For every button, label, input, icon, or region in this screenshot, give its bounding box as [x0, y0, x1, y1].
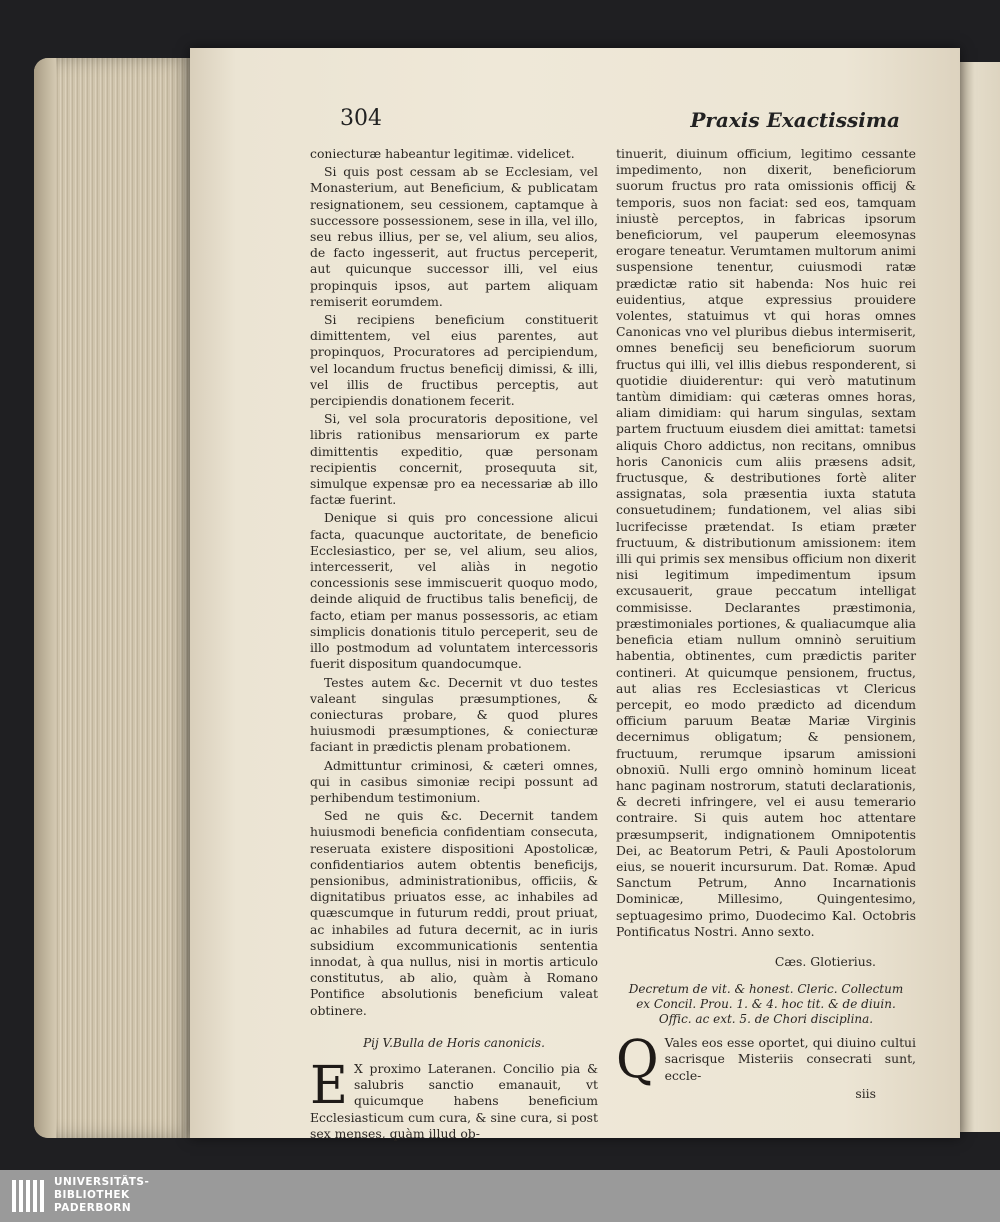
- left-paragraph-5: Denique si quis pro concessione alicui facta, quacunque auctoritate, de beneficio Ecclesiastico, per se, vel alium, seu alios, intercesserit, vel aliàs in negotio concessionis sese immiscuerit quoquo modo, deinde aliquid de fructibus talis beneficij, de facto, etiam per manus possessoris, ac etiam simplicis donationis titulo perceperit, seu de illo postmodum ad voluntatem intercessoris fuerit dispositum quandocumque.: [310, 510, 598, 672]
- decree-heading: Decretum de vit. & honest. Cleric. Collectum ex Concil. Prou. 1. & 4. hoc tit. & de diuin. Offic. ac ext. 5. de Chori disciplina.: [628, 982, 904, 1027]
- left-paragraph-8: Sed ne quis &c. Decernit tandem huiusmodi beneficia confidentiam consecuta, reseruata existere dispositioni Apostolicæ, confidentiarios autem obtentis beneficijs, pensionibus, administrationibus, officiis, & dignitatibus priuatos esse, ac inhabiles ad quæscumque in futurum reddi, prout priuat, ac inhabiles ad futura decernit, ac in iuris subsidium excommunicationis sententia innodat, à qua nullus, nisi in mortis articulo constitutus, ab alio, quàm à Romano Pontifice absolutionis beneficium valeat obtinere.: [310, 808, 598, 1018]
- left-paragraph-6: Testes autem &c. Decernit vt duo testes valeant singulas præsumptiones, & coniecturas probare, & quod plures huiusmodi præsumptiones, & coniecturæ faciant in prædictis plenam probationem.: [310, 674, 598, 755]
- dropcap-letter: Q: [616, 1030, 659, 1091]
- catchword: siis: [855, 1085, 876, 1101]
- left-column: [310, 146, 598, 1144]
- dropcap-paragraph-text: X proximo Lateranen. Concilio pia & salubris sanctio emanauit, vt quicumque habens beneficium Ecclesiasticum cum cura, & sine cura, si post sex menses, quàm illud ob-: [310, 1060, 598, 1141]
- dropcap-letter: E: [310, 1055, 348, 1116]
- dropcap-paragraph-right: [616, 1030, 916, 1091]
- logo-line-3: PADERBORN: [54, 1202, 132, 1214]
- library-logo-text: [54, 1176, 149, 1215]
- logo-line-1: UNIVERSITÄTS-: [54, 1176, 150, 1188]
- left-paragraph-1: coniecturæ habeantur legitimæ. videlicet.: [310, 146, 575, 161]
- logo-line-2: BIBLIOTHEK: [54, 1189, 130, 1201]
- running-title: Praxis Exactissima: [690, 108, 900, 132]
- library-logo-icon: [8, 1176, 48, 1216]
- left-paragraph-4: Si, vel sola procuratoris depositione, vel libris rationibus mensariorum ex parte dimittentis expeditio, quæ personam recipientis concernit, prosequuta sit, simulque expensæ pro ea necessariæ ab illo factæ fuerint.: [310, 411, 598, 508]
- book-page-edges: [34, 58, 194, 1138]
- dropcap-paragraph-left: [310, 1055, 598, 1142]
- library-footer-bar: [0, 1170, 1000, 1222]
- right-column: [616, 146, 916, 1102]
- left-paragraph-2: Si quis post cessam ab se Ecclesiam, vel Monasterium, aut Beneficium, & publicatam resignationem, seu cessionem, captamque à successore possessionem, sese in illa, vel illo, seu rebus illius, per se, vel alium, seu alios, de facto ingesserit, aut fructus perceperit, aut quicunque successor illi, vel eius propinquis ipsos, aut partem aliquam remiserit eorumdem.: [310, 164, 598, 309]
- facing-page-edge: [958, 62, 1000, 1132]
- left-paragraph-3: Si recipiens beneficium constituerit dimittentem, vel eius parentes, aut propinquos, Procuratores ad percipiendum, vel locandum fructus beneficij dimissi, & illi, vel illis de fructibus perceptis, aut percipiendis donationem fecerit.: [310, 312, 598, 409]
- page-header: [340, 106, 900, 138]
- book-page: [190, 48, 960, 1141]
- left-paragraph-7: Admittuntur criminosi, & cæteri omnes, qui in casibus simoniæ recipi possunt ad perhibendum testimonium.: [310, 757, 598, 805]
- signature: Cæs. Glotierius.: [774, 953, 876, 969]
- right-paragraph: tinuerit, diuinum officium, legitimo cessante impedimento, non dixerit, beneficiorum suorum fructus pro rata omissionis officij & temporis, suos non faciat: sed eos, tamquam iniustè perceptos, in fabricas ipsorum beneficiorum, vel pauperum eleemosynas erogare teneatur. Verumtamen multorum animi suspensione tenentur, cuiusmodi ratæ prædictæ ratio sit habenda: Nos huic rei euidentius, atque expressius prouidere volentes, statuimus vt qui horas omnes Canonicas vno vel pluribus diebus intermiserit, omnes beneficij seu beneficiorum suorum fructus qui illi, vel illis diebus responderent, si quotidie diuiderentur: qui verò matutinum tantùm dimidiam: qui cæteras omnes horas, aliam dimidiam: qui harum singulas, sextam partem fructuum eiusdem diei amittat: tametsi aliquis Choro addictus, non recitans, omnibus horis Canonicis cum aliis præsens adsit, fructusque, & destributiones fortè aliter assignatas, sola præsentia iuxta statuta consuetudinem; fundationem, vel alias sibi lucrifecisse prætendat. Is etiam præter fructuum, & distributionum amissionem: item illi qui primis sex mensibus officium non dixerit nisi legitimum impedimentum ipsum excusauerit, graue peccatum intelligat commisisse. Declarantes præstimonia, præstimoniales portiones, & qualiacumque alia beneficia etiam nullum omninò seruitium habentia, obtinentes, cum prædictis pariter contineri. At quicumque pensionem, fructus, aut alias res Ecclesiasticas vt Clericus percepit, eo modo prædicto ad dicendum officium paruum Beatæ Mariæ Virginis decernimus obligatum; & pensionem, fructuum, rerumque ipsarum amissioni obnoxiū. Nulli ergo omninò hominum liceat hanc paginam nostrorum, statuti declarationis, & decreti infringere, vel ei ausu temerario contraire. Si quis autem hoc attentare præsumpserit, indignationem Omnipotentis Dei, ac Beatorum Petri, & Pauli Apostolorum eius, se nouerit incursurum. Dat. Romæ. Apud Sanctum Petrum, Anno Incarnationis Dominicæ, Millesimo, Quingentesimo, septuagesimo primo, Duodecimo Kal. Octobris Pontificatus Nostri. Anno sexto.: [616, 146, 916, 939]
- section-heading: Pij V.Bulla de Horis canonicis.: [363, 1035, 545, 1050]
- page-number: 304: [340, 106, 382, 131]
- dropcap-paragraph-text: Vales eos esse oportet, qui diuino cultui sacrisque Misteriis consecrati sunt, eccle-: [664, 1035, 916, 1083]
